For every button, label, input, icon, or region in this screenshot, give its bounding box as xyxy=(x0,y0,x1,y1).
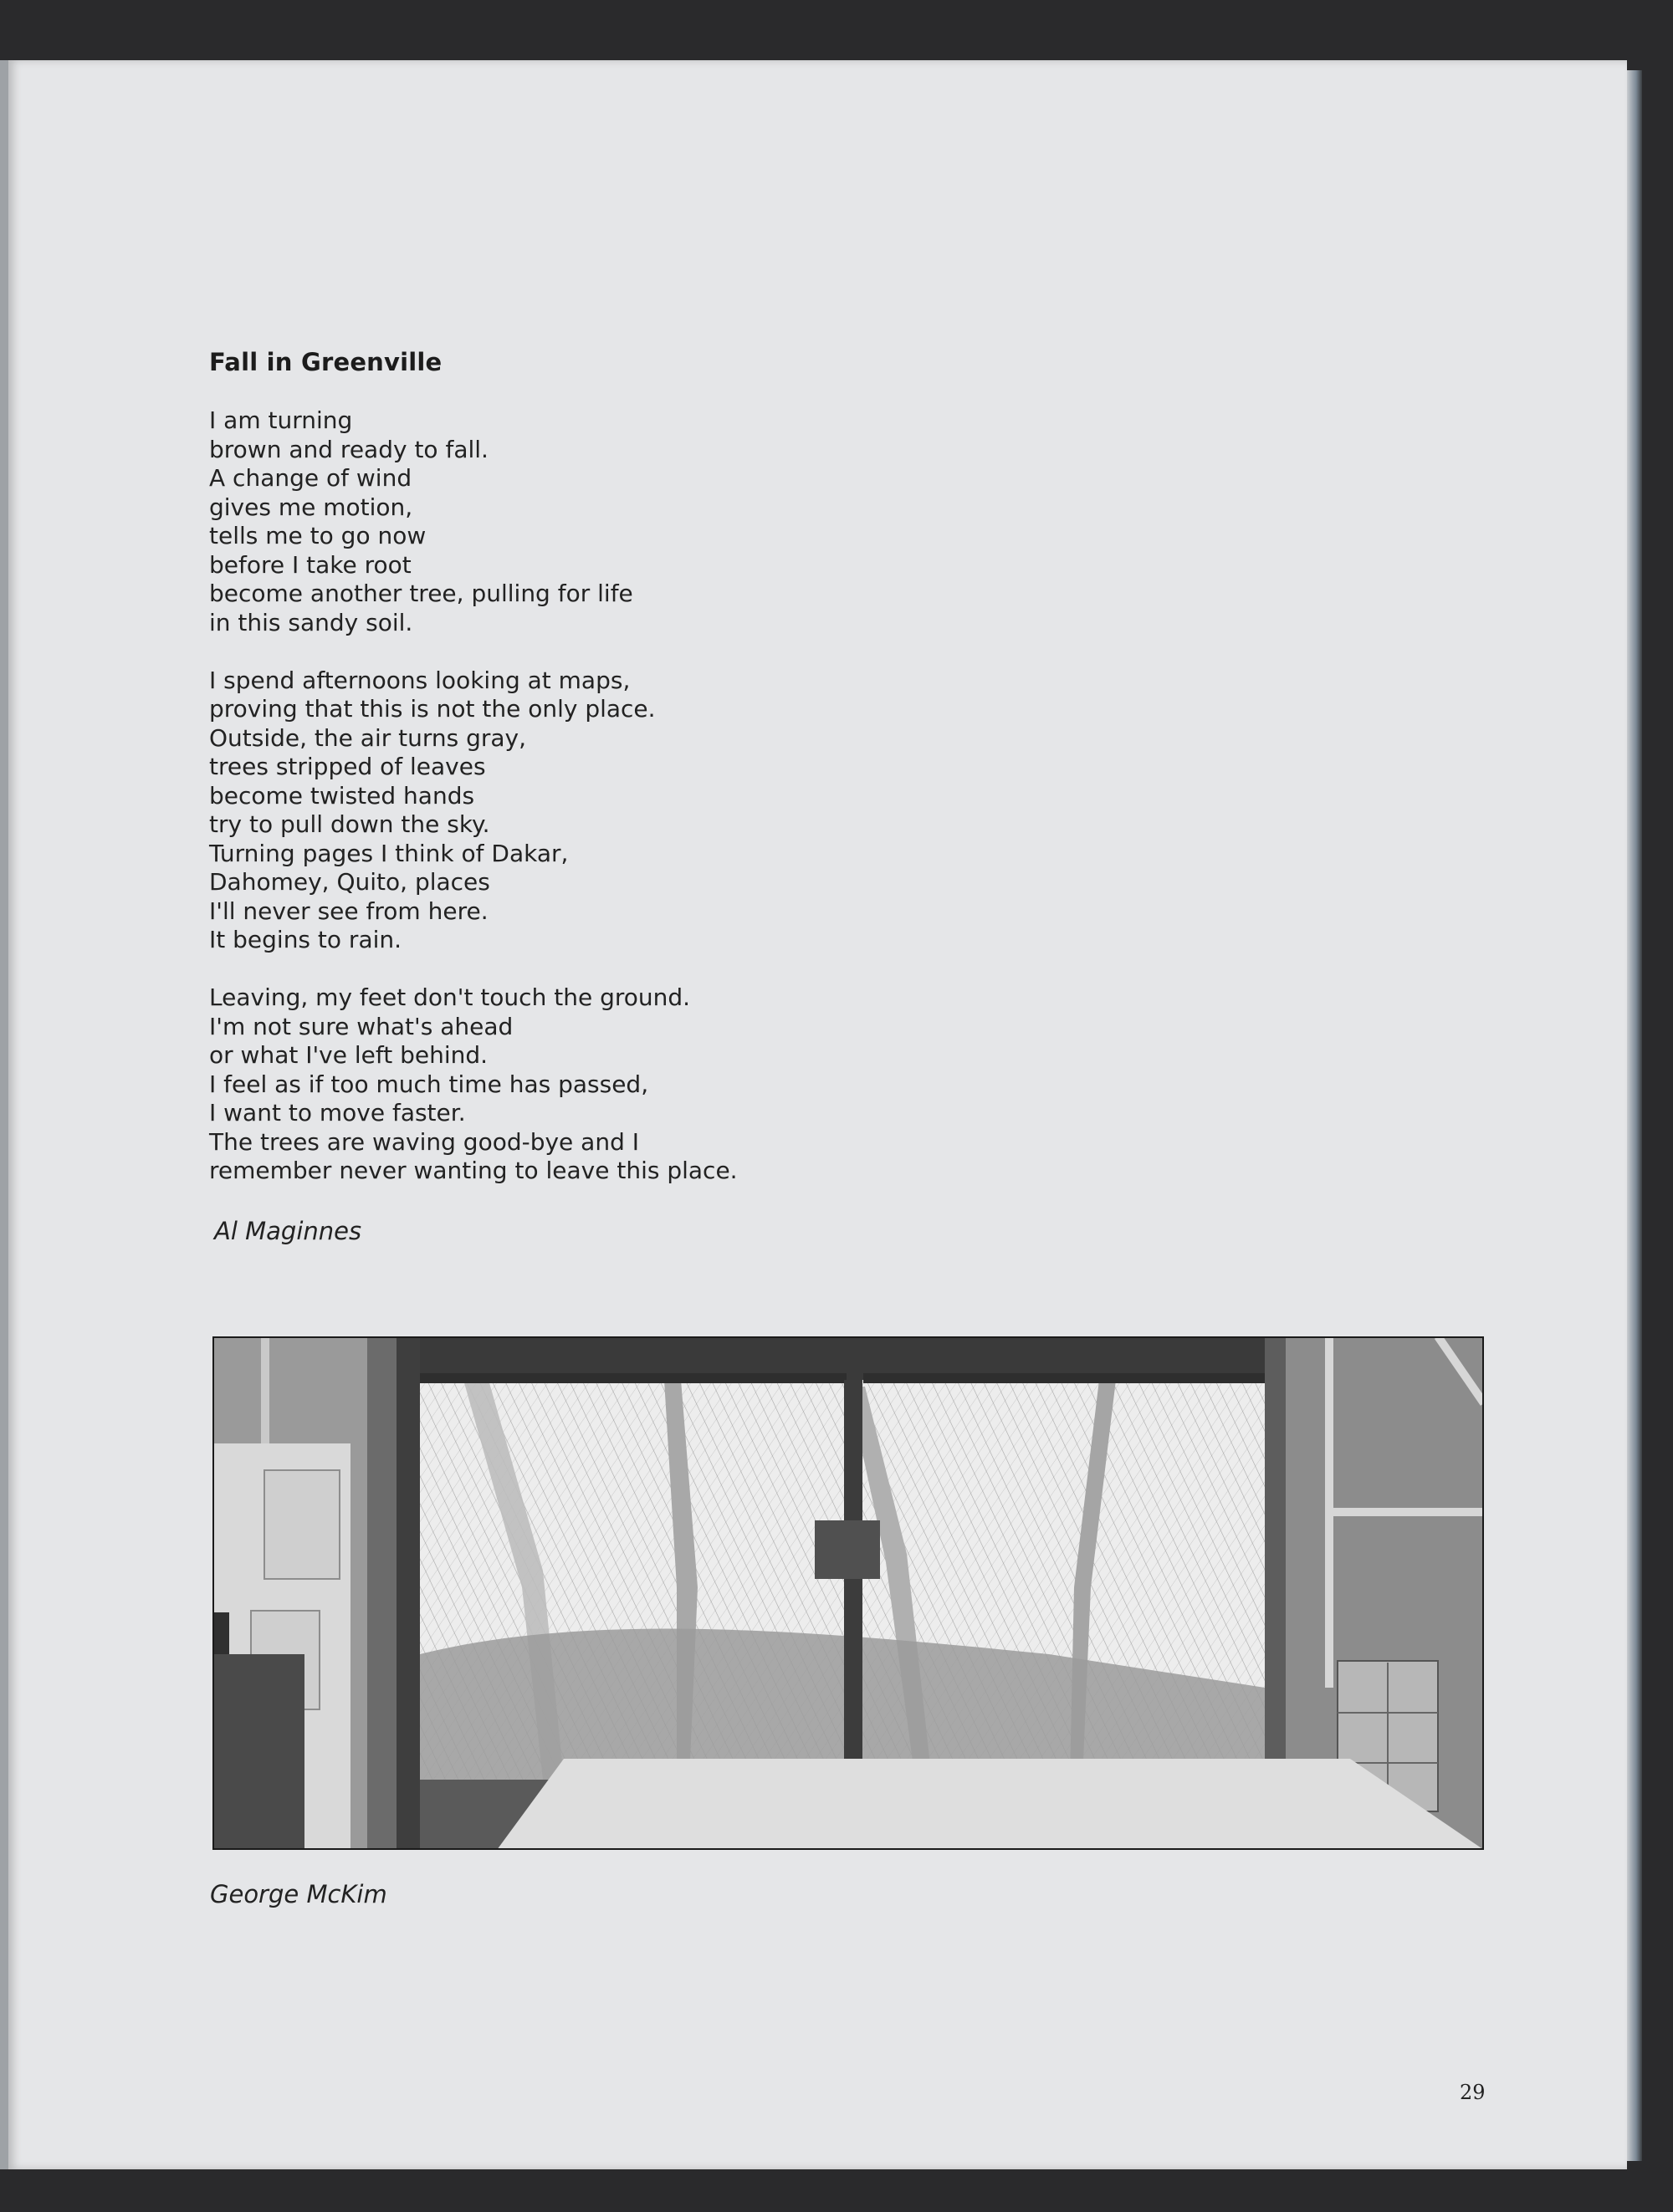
poem-line: remember never wanting to leave this place. xyxy=(209,1157,738,1184)
poem-line: or what I've left behind. xyxy=(209,1041,489,1069)
poem-line: The trees are waving good-bye and I xyxy=(209,1127,640,1156)
page-stack-edge xyxy=(1627,70,1642,2161)
poem-line: Turning pages I think of Dakar, xyxy=(209,839,569,867)
artist-credit: George McKim xyxy=(210,1880,387,1908)
poem-line: trees stripped of leaves xyxy=(209,753,486,780)
poem-line: in this sandy soil. xyxy=(209,608,413,636)
poem-line: Outside, the air turns gray, xyxy=(209,723,527,752)
artwork-drawing xyxy=(212,1336,1484,1850)
poem-line: try to pull down the sky. xyxy=(209,810,490,838)
poem-author: Al Maginnes xyxy=(214,1217,362,1245)
poem-line: become another tree, pulling for life xyxy=(209,580,633,607)
binding-gutter xyxy=(0,60,8,2169)
stanza-3 xyxy=(209,983,962,1186)
poem-body xyxy=(209,406,962,1214)
poem-line: I'll never see from here. xyxy=(209,897,489,925)
poem-line: proving that this is not the only place. xyxy=(209,695,656,723)
poem-line: before I take root xyxy=(209,550,412,579)
page-number: 29 xyxy=(1460,2081,1486,2104)
poem-line: tells me to go now xyxy=(209,522,427,549)
stanza-2 xyxy=(209,667,962,955)
poem-line: I'm not sure what's ahead xyxy=(209,1012,514,1040)
poem-line: brown and ready to fall. xyxy=(209,435,489,463)
poem-line: I want to move faster. xyxy=(209,1099,466,1126)
poem-line: It begins to rain. xyxy=(209,926,402,953)
poem-line: I feel as if too much time has passed, xyxy=(209,1070,649,1098)
poem-line: I spend afternoons looking at maps, xyxy=(209,666,631,694)
poem-line: become twisted hands xyxy=(209,781,475,810)
poem-line: A change of wind xyxy=(209,464,412,492)
poem-line: Dahomey, Quito, places xyxy=(209,868,490,896)
poem-line: gives me motion, xyxy=(209,493,413,521)
stanza-1 xyxy=(209,406,962,637)
poem-line: I am turning xyxy=(209,406,353,434)
poem-title: Fall in Greenville xyxy=(209,348,443,376)
poem-line: Leaving, my feet don't touch the ground. xyxy=(209,983,691,1011)
